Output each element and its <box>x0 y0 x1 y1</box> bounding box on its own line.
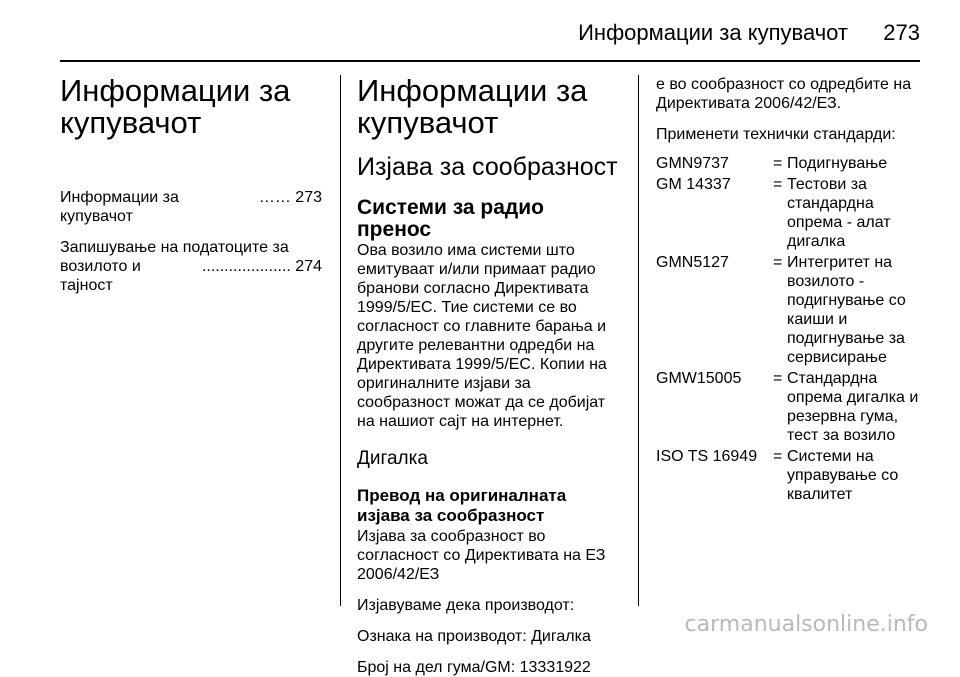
chapter-title: Информации за купувачот <box>357 73 588 140</box>
standard-description: Стандардна опрема дигалка и резервна гума, тест за возило <box>787 370 919 444</box>
toc-entry-page: 273 <box>295 189 322 206</box>
equals-sign: = <box>773 155 783 172</box>
equals-sign: = <box>773 448 783 465</box>
paragraph: Број на дел гума/GM: 13331922 <box>357 659 591 676</box>
toc-entry[interactable] <box>60 188 322 226</box>
toc-entry-leader: …… <box>258 189 291 206</box>
standard-code: GM 14337 <box>656 176 731 193</box>
toc-entry-label: возилото и тајност <box>60 258 141 294</box>
page-number: 273 <box>883 20 920 45</box>
standard-description: Подигнување <box>787 155 888 172</box>
equals-sign: = <box>773 254 783 271</box>
running-header-title: Информации за купувачот <box>578 20 848 45</box>
table-row <box>656 369 926 445</box>
middle-column <box>357 75 622 677</box>
section-title: Изјава за сообразност <box>357 153 618 181</box>
toc-entry-page: 274 <box>295 258 322 275</box>
paragraph: Ознака на производот: Дигалка <box>357 628 591 645</box>
subsection-title: Дигалка <box>357 448 428 469</box>
paragraph: Изјавуваме дека производот: <box>357 597 575 614</box>
standard-description: Системи на управување со квалитет <box>787 448 899 503</box>
standards-table <box>656 154 926 504</box>
column-divider-left <box>340 75 341 606</box>
table-row <box>656 175 926 251</box>
paragraph: Изјава за сообразност во согласност со Директивата на ЕЗ 2006/42/ЕЗ <box>357 528 606 583</box>
toc-entry-label: Запишување на податоците за <box>60 239 289 256</box>
standard-code: GMW15005 <box>656 370 742 387</box>
column-divider-right <box>638 75 639 606</box>
standard-code: ISO TS 16949 <box>656 448 758 465</box>
left-column <box>60 75 322 295</box>
paragraph: Ова возило има системи што емитуваат и/или примаат радио бранови согласно Директивата 1999/5/ЕС. Тие системи се во согласност со главните барања и другите релевантни одредби на Директивата 1999/5/ЕС. Копии на оригиналните изјави за сообразност можат да се добијат на нашиот сајт на интернет. <box>357 242 607 430</box>
header-rule <box>60 60 920 62</box>
bold-heading: Превод на оригиналната изјава за сообразност <box>357 486 567 525</box>
table-row <box>656 154 926 173</box>
right-column <box>656 75 926 504</box>
standard-code: GMN9737 <box>656 155 729 172</box>
subsection-title: Системи за радио пренос <box>357 196 544 241</box>
equals-sign: = <box>773 176 783 193</box>
table-of-contents <box>60 188 322 295</box>
toc-entry-label: Информации за купувачот <box>60 189 179 225</box>
watermark: carmanualsonline.info <box>684 612 928 637</box>
equals-sign: = <box>773 370 783 387</box>
chapter-title: Информации за купувачот <box>60 73 291 140</box>
paragraph: Применети технички стандарди: <box>656 126 896 143</box>
standard-code: GMN5127 <box>656 254 729 271</box>
table-row <box>656 447 926 504</box>
table-row <box>656 253 926 367</box>
paragraph: е во сообразност со одредбите на Директивата 2006/42/ЕЗ. <box>656 76 912 112</box>
standard-description: Интегритет на возилото - подигнување со каиши и подигнување за сервисирање <box>787 254 906 366</box>
toc-entry-leader: .................... <box>201 258 291 275</box>
standard-description: Тестови за стандардна опрема - алат дигалка <box>787 176 891 250</box>
toc-entry[interactable] <box>60 238 322 295</box>
